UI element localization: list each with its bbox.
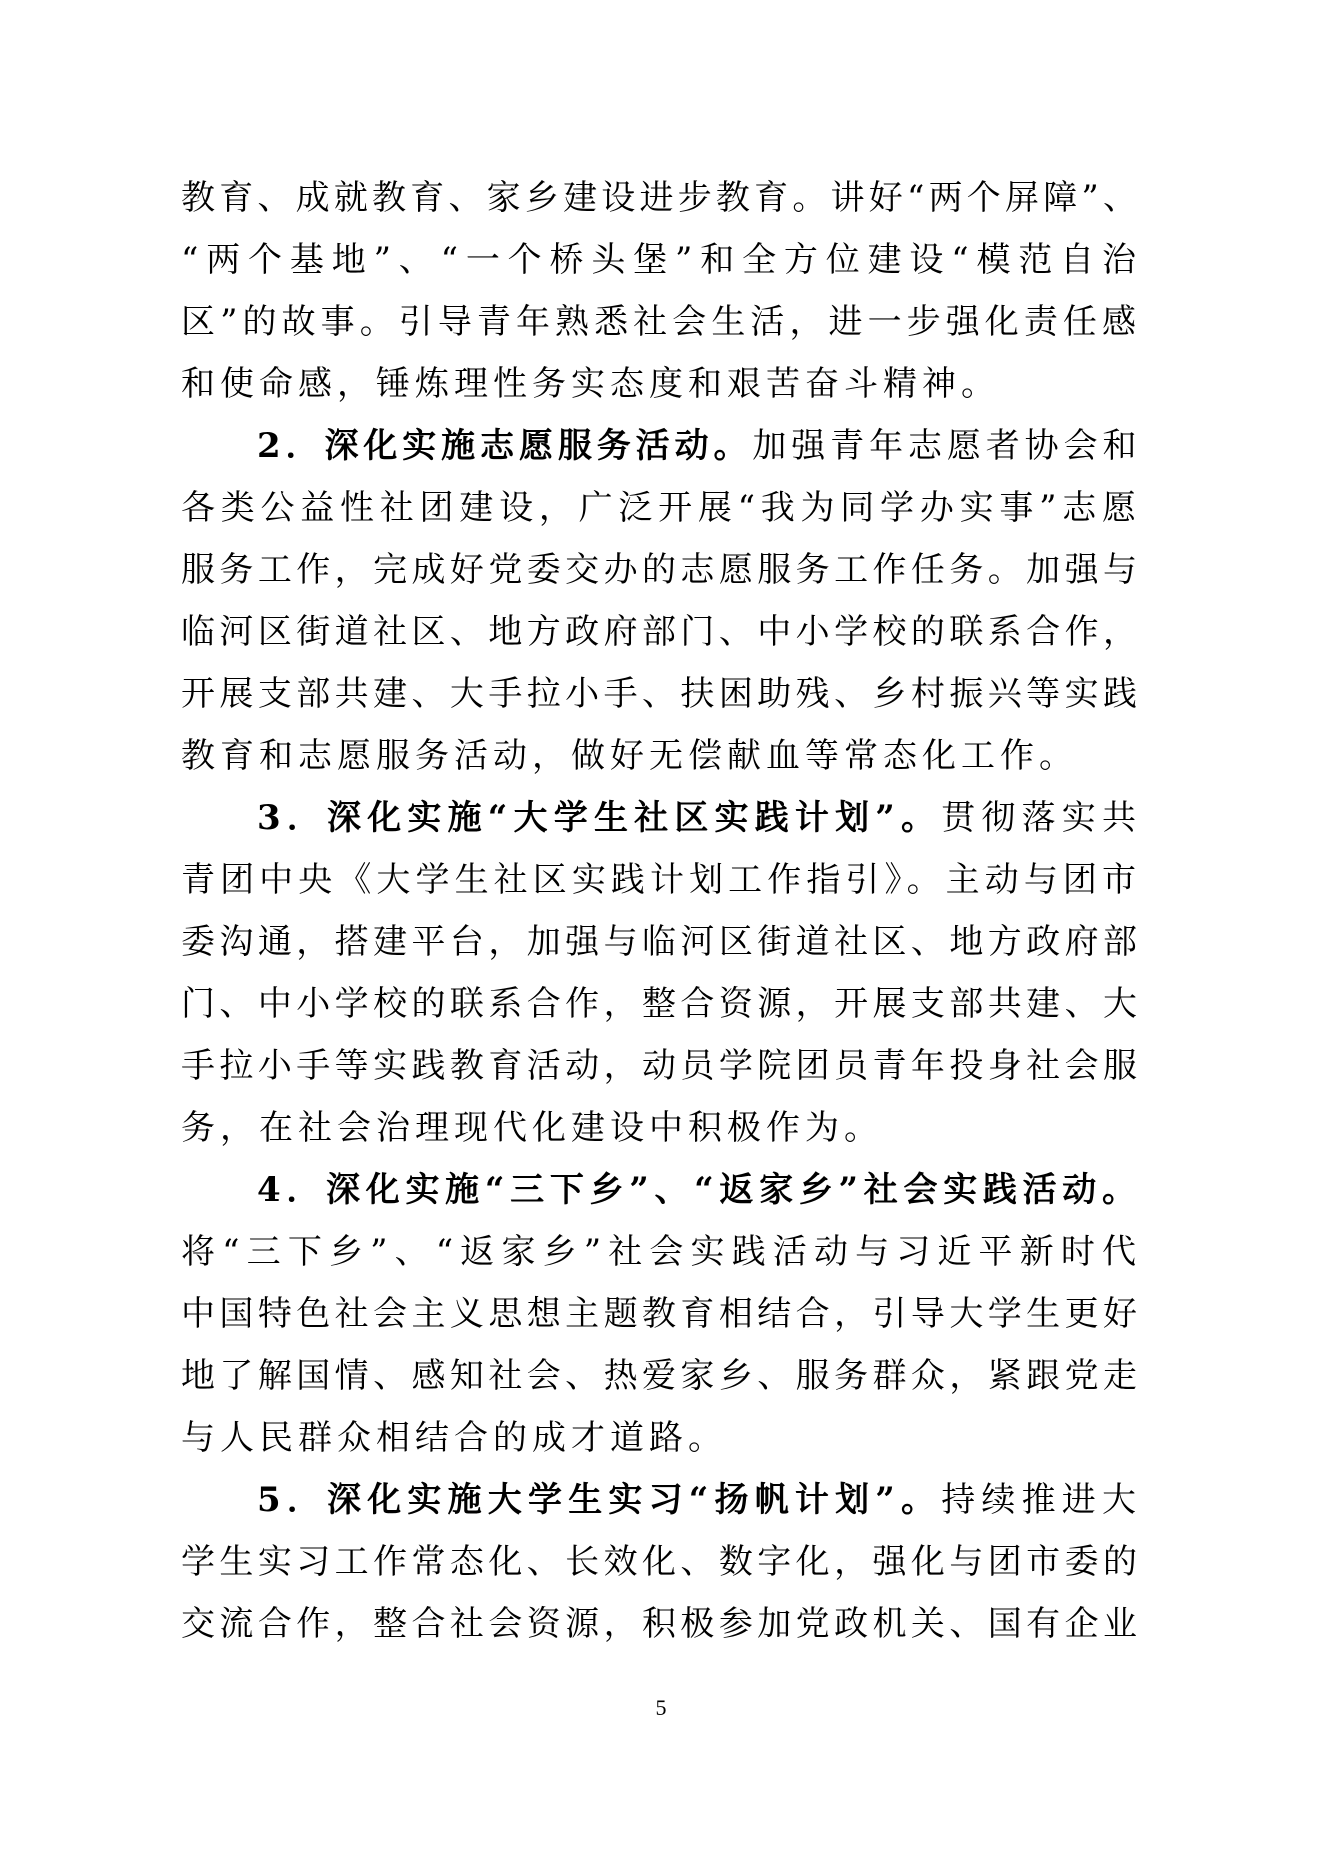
item-5-line-2: 学生实习工作常态化、长效化、数字化，强化与团市委的 <box>181 1542 1141 1582</box>
item-3-line-3: 委沟通，搭建平台，加强与临河区街道社区、地方政府部 <box>181 922 1141 962</box>
item-3-line-2: 青团中央《大学生社区实践计划工作指引》。主动与团市 <box>181 860 1141 900</box>
item-4-line-5: 与人民群众相结合的成才道路。 <box>181 1418 727 1458</box>
item-5-first-line <box>257 1469 1141 1531</box>
item-2-line-2: 各类公益性社团建设，广泛开展“我为同学办实事”志愿 <box>181 488 1141 528</box>
item-2-first-line-rest: 加强青年志愿者协会和 <box>752 426 1141 466</box>
intro-line-4: 和使命感，锤炼理性务实态度和艰苦奋斗精神。 <box>181 364 1000 404</box>
intro-line-1: 教育、成就教育、家乡建设进步教育。讲好“两个屏障”、 <box>181 178 1141 218</box>
item-3-line-6: 务，在社会治理现代化建设中积极作为。 <box>181 1108 883 1148</box>
intro-line-3: 区”的故事。引导青年熟悉社会生活，进一步强化责任感 <box>181 302 1141 342</box>
item-2-line-6: 教育和志愿服务活动，做好无偿献血等常态化工作。 <box>181 736 1078 776</box>
item-5-heading: 5．深化实施大学生实习“扬帆计划”。 <box>257 1480 942 1520</box>
item-2-line-4: 临河区街道社区、地方政府部门、中小学校的联系合作， <box>181 612 1141 652</box>
item-4-line-3: 中国特色社会主义思想主题教育相结合，引导大学生更好 <box>181 1294 1141 1334</box>
item-3-line-5: 手拉小手等实践教育活动，动员学院团员青年投身社会服 <box>181 1046 1141 1086</box>
item-5-line-3: 交流合作，整合社会资源，积极参加党政机关、国有企业 <box>181 1604 1141 1644</box>
intro-line-2: “两个基地”、“一个桥头堡”和全方位建设“模范自治 <box>181 240 1141 280</box>
item-3-line-4: 门、中小学校的联系合作，整合资源，开展支部共建、大 <box>181 984 1141 1024</box>
item-2-line-3: 服务工作，完成好党委交办的志愿服务工作任务。加强与 <box>181 550 1141 590</box>
item-2-line-5: 开展支部共建、大手拉小手、扶困助残、乡村振兴等实践 <box>181 674 1141 714</box>
page-number: 5 <box>655 1695 667 1720</box>
item-4-line-2: 将“三下乡”、“返家乡”社会实践活动与习近平新时代 <box>181 1232 1141 1272</box>
item-3-heading: 3．深化实施“大学生社区实践计划”。 <box>257 798 942 838</box>
item-4-heading: 4．深化实施“三下乡”、“返家乡”社会实践活动。 <box>257 1170 1141 1210</box>
item-2-first-line <box>257 415 1141 477</box>
item-3-first-line <box>257 787 1141 849</box>
item-5-first-line-rest: 持续推进大 <box>941 1480 1142 1520</box>
item-2-heading: 2．深化实施志愿服务活动。 <box>257 426 753 466</box>
item-4-line-4: 地了解国情、感知社会、热爱家乡、服务群众，紧跟党走 <box>181 1356 1141 1396</box>
item-3-first-line-rest: 贯彻落实共 <box>941 798 1142 838</box>
